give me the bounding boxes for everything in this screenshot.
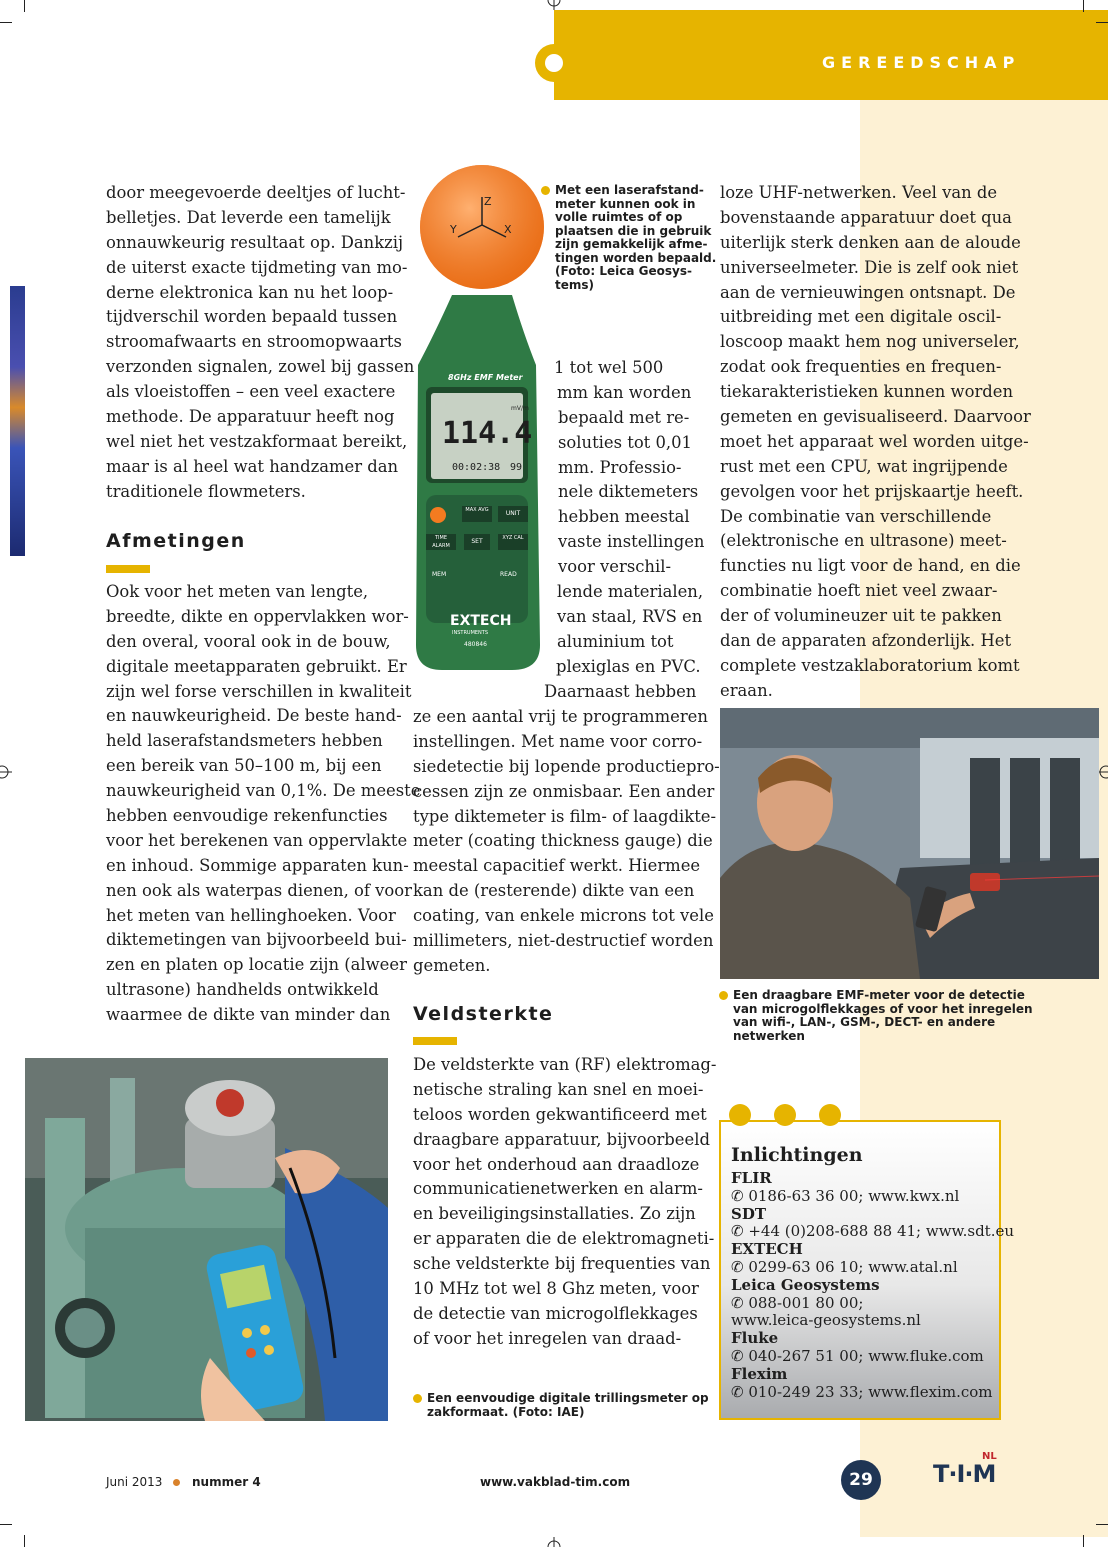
adjacent-page-bleed: [10, 286, 25, 556]
caption-bullet-icon: [413, 1394, 422, 1403]
meter-brand-sub: INSTRUMENTS: [452, 630, 489, 636]
vibration-meter-photo: [25, 1058, 388, 1421]
contact-name: FLIR: [731, 1169, 772, 1187]
caption-bullet-icon: [719, 991, 728, 1000]
col2-wrap-last: Daarnaast hebben: [544, 682, 697, 701]
crop-mark: [1083, 1535, 1084, 1547]
contact-details: ✆ 0299-63 06 10; www.atal.nl: [731, 1257, 958, 1276]
contact-details: ✆ 0186-63 36 00; www.kwx.nl: [731, 1186, 960, 1205]
crop-mark: [1096, 22, 1108, 23]
footer-date: Juni 2013: [106, 1475, 163, 1489]
contact-details: ✆ 088-001 80 00;: [731, 1293, 864, 1312]
page-number: 29: [841, 1460, 881, 1500]
meter-reading: 114.4: [442, 416, 533, 451]
power-icon: [430, 507, 446, 523]
svg-text:X: X: [504, 223, 512, 236]
contact-name: Leica Geosystems: [731, 1275, 880, 1294]
caption-bullet-icon: [541, 186, 550, 195]
svg-text:Z: Z: [484, 195, 492, 208]
caption-vibration-meter: Een eenvoudige digitale trillingsmeter op zakformaat. (Foto: IAE): [427, 1392, 709, 1419]
infobox-dot: [774, 1104, 796, 1126]
contact-name: Flexim: [731, 1364, 788, 1383]
contact-details: ✆ +44 (0)208-688 88 41; www.sdt.eu: [731, 1222, 1015, 1241]
heading-veldsterkte: Veldsterkte: [413, 1003, 554, 1025]
set-button: SET: [464, 534, 490, 550]
crop-mark: [24, 0, 25, 12]
registration-mark: [544, 0, 564, 10]
crop-mark: [24, 1535, 25, 1547]
col2-paragraph: ze een aantal vrij te programmeren instellingen. Met name voor corro- siedetectie bij lopende productiepro- cessen zijn ze onmisbaar. Een ander type diktemeter is film- of laagdikte- meter (coating thickness gauge) die meestal capacitief werkt. Hiermee kan de (resterende) dikte van een coating, van enkele microns tot vele millimeters, niet-destructief worden gemeten.: [413, 707, 720, 975]
meter-time: 00:02:38: [452, 462, 501, 473]
crop-mark: [1083, 0, 1084, 12]
footer-url: www.vakblad-tim.com: [480, 1475, 631, 1489]
svg-text:Y: Y: [450, 223, 457, 236]
contact-details: ✆ 040-267 51 00; www.fluke.com: [731, 1346, 984, 1365]
col1-paragraph-1: door meegevoerde deeltjes of lucht- belletjes. Dat leverde een tamelijk onnauwkeurig resultaat op. Dankzij de uiterst exacte tijdmeting van mo- derne elektronica kan nu het loop- tijdverschil worden bepaald tussen stroomafwaarts en stroomopwaarts verzonden signalen, zowel bij gassen als vloeistoffen – een veel exactere methode. De apparatuur heeft nog wel niet het vestzakformaat bereikt, maar is al heel wat handzamer dan traditionele flowmeters.: [106, 183, 415, 501]
crop-mark: [0, 1524, 12, 1525]
infobox-dot: [819, 1104, 841, 1126]
max-avg-button: MAX AVG: [462, 506, 492, 522]
meter-count: 99: [510, 462, 523, 473]
mem-button: MEM: [432, 571, 447, 578]
meter-model-label: 8GHz EMF Meter: [448, 373, 523, 382]
footer-issue: nummer 4: [192, 1475, 261, 1489]
caption-emf-meter: Een draagbare EMF-meter voor de detectie van microgolflekkages of voor het inregelen van wifi-, LAN-, GSM-, DECT- en andere netwerken: [733, 989, 1033, 1043]
laser-meter-photo: [720, 708, 1099, 979]
read-button: READ: [500, 571, 517, 578]
registration-mark: [0, 762, 12, 782]
inlichtingen-list: [731, 1170, 1014, 1401]
col2-wrap-text: 1 tot wel 500 mm kan worden bepaald met re- soluties tot 0,01 mm. Professio- nele diktemeters hebben meestal vaste instellingen voor verschil- lende materialen, van staal, RVS en aluminium tot plexiglas en PVC.: [554, 358, 705, 676]
xyz-cal-button: XYZ CAL: [498, 534, 528, 550]
section-label: GEREEDSCHAP: [822, 53, 1021, 72]
col1-paragraph-2: Ook voor het meten van lengte, breedte, dikte en oppervlakken wor- den overal, vooral ook in de bouw, digitale meetapparaten gebruikt. Er zijn wel forse verschillen in kwaliteit en nauwkeurigheid. De beste hand- held laserafstandsmeters hebben een bereik van 50–100 m, bij een nauwkeurigheid van 0,1%. De meeste hebben eenvoudige rekenfuncties voor het berekenen van oppervlakte en inhoud. Sommige apparaten kun- nen ook als waterpas dienen, of voor het meten van hellinghoeken. Voor diktemetingen van bijvoorbeeld bui- zen en platen op locatie zijn (alweer ultrasone) handhelds ontwikkeld waarmee de dikte van minder dan: [106, 582, 421, 1025]
contact-name: Fluke: [731, 1329, 779, 1348]
meter-brand: EXTECH: [450, 613, 512, 629]
inlichtingen-title: Inlichtingen: [731, 1144, 863, 1166]
col2-paragraph-2: De veldsterkte van (RF) elektromag- netische straling kan snel en moei- teloos worden gekwantificeerd met draagbare apparatuur, bijvoorbeeld voor het onderhoud aan draadloze communicatienetwerken en alarm- en beveiligingsinstallaties. Zo zijn er apparaten die de elektromagneti- sche veldsterkte bij frequenties van 10 MHz tot wel 8 Ghz meten, voor de detectie van microgolflekkages of voor het inregelen van draad-: [413, 1055, 717, 1348]
contact-name: SDT: [731, 1204, 767, 1223]
tim-logo: T·I·M: [933, 1460, 996, 1488]
heading-underline: [413, 1037, 457, 1045]
meter-unit: mV/m: [511, 405, 529, 412]
tim-logo-nl: NL: [982, 1451, 997, 1462]
time-alarm-button: TIME ALARM: [426, 534, 456, 550]
col3-paragraph: loze UHF-netwerken. Veel van de bovenstaande apparatuur doet qua uiterlijk sterk denken aan de aloude universeelmeter. Die is zelf ook niet aan de vernieuwingen ontsnapt. De uitbreiding met een digitale oscil- loscoop maakt hem nog universeler, zodat ook frequenties en frequen- tiekarakteristieken kunnen worden gemeten en gevisualiseerd. Daarvoor moet het apparaat wel worden uitge- rust met een CPU, wat ingrijpende gevolgen voor het prijskaartje heeft. De combinatie van verschillende (elektronische en ultrasone) meet- functies nu ligt voor de hand, en die combinatie hoeft niet veel zwaar- der of volumineuzer uit te pakken dan de apparaten afzonderlijk. Het complete vestzaklaboratorium komt eraan.: [720, 183, 1031, 700]
unit-button: UNIT: [498, 506, 528, 522]
footer-bullet-icon: [173, 1479, 180, 1486]
caption-laser-meter: Met een laserafstand- meter kunnen ook in volle ruimtes of op plaatsen die in gebruik zijn gemakkelijk afme- tingen worden bepaald. (Foto: Leica Geosys- tems): [555, 184, 716, 292]
contact-name: EXTECH: [731, 1240, 803, 1259]
contact-details: www.leica-geosystems.nl: [731, 1311, 921, 1330]
infobox-dot: [729, 1104, 751, 1126]
emf-meter-image: [412, 165, 544, 675]
crop-mark: [0, 22, 12, 23]
crop-mark: [1096, 1524, 1108, 1525]
registration-mark: [544, 1537, 564, 1547]
heading-afmetingen: Afmetingen: [106, 530, 246, 552]
meter-model-number: 480846: [464, 641, 487, 648]
heading-underline: [106, 565, 150, 573]
contact-details: ✆ 010-249 23 33; www.flexim.com: [731, 1382, 993, 1401]
section-tab-dot: [535, 44, 573, 82]
